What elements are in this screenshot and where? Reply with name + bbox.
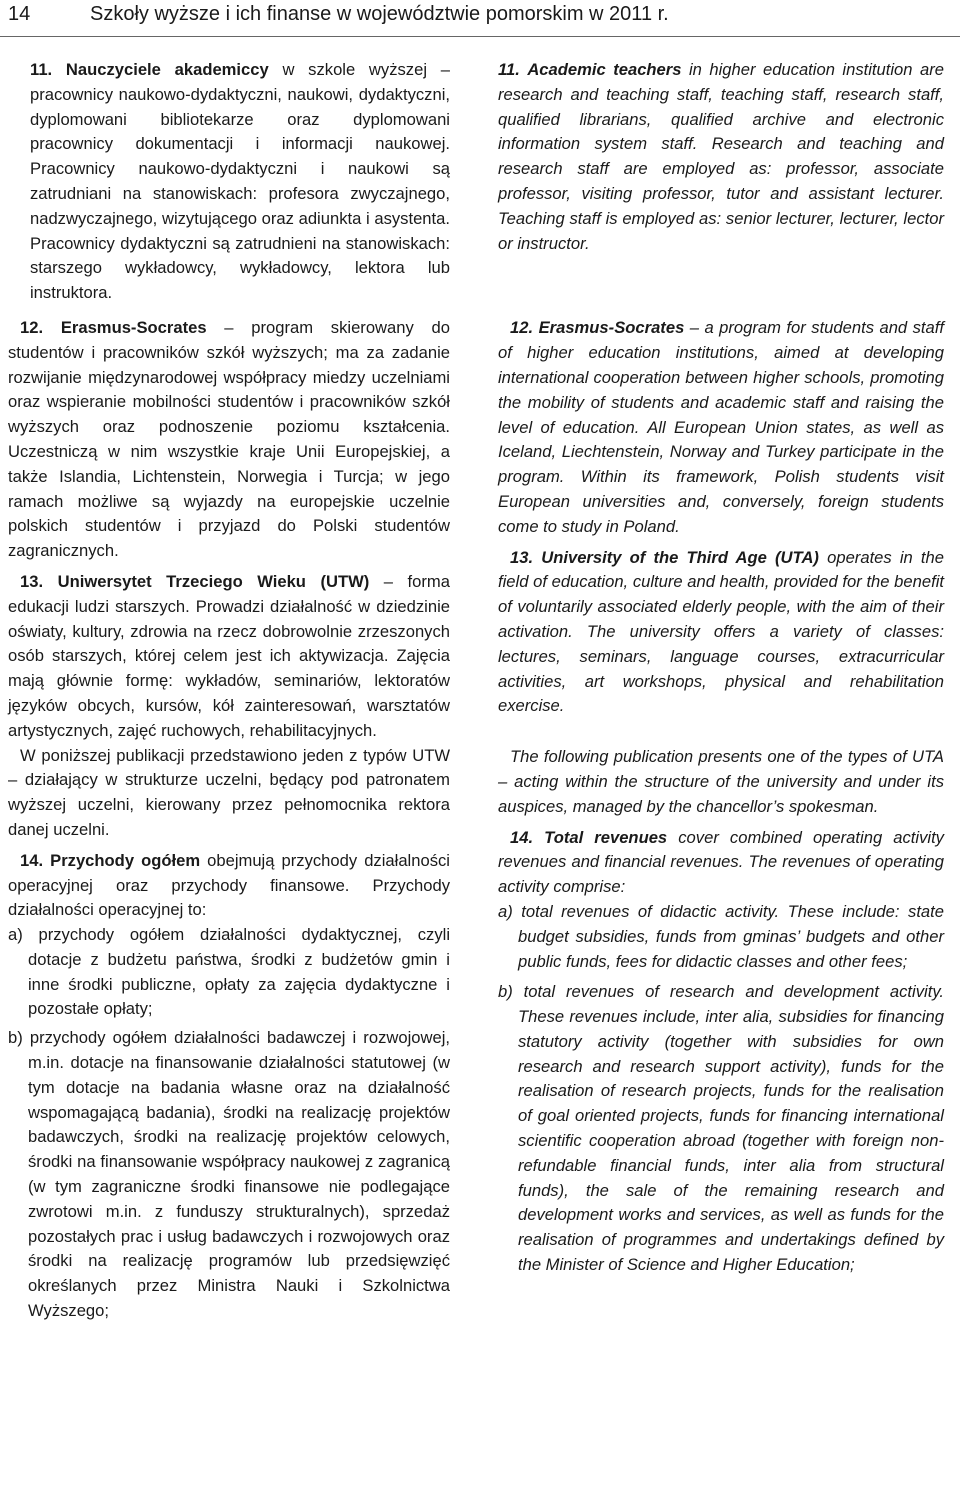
definition-12-en xyxy=(498,316,944,539)
header-rule xyxy=(0,36,960,37)
definition-text: in higher education institution are research and teaching staff, teaching staff, research staff, qualified librarians, qualified archive and electronic information system staff. Research and teaching and research staff are employed as: professor, associate professor, visiting professor, tutor and assistant lecturer. Teaching staff is employed as: senior lecturer, lecturer, lector or instructor. xyxy=(498,60,944,253)
definition-13-en xyxy=(498,546,944,720)
definition-14a-pl: a) przychody ogółem działalności dydaktycznej, czyli dotacje z budżetu państwa, środki z budżetów gmin i inne środki publiczne, opłaty za zajęcia dydaktyczne i pozostałe opłaty; xyxy=(8,925,450,1019)
item-number: 11. xyxy=(30,60,53,79)
defined-term: Erasmus-Socrates xyxy=(60,317,207,337)
item-number: 11. xyxy=(498,60,520,79)
english-column xyxy=(498,58,944,1278)
running-title: Szkoły wyższe i ich finanse w województwie pomorskim w 2011 r. xyxy=(90,3,669,25)
definition-text: – program skierowany do studentów i pracowników szkół wyższych; ma za zadanie rozwijanie międzynarodowej współpracy miedzy uczelniami oraz wspieranie mobilności studentów i pracowników szkół wyższych oraz podnoszenie poziomu kształcenia. Uczestniczą w nim wszystkie kraje Unii Europejskiej, a także Islandia, Lichtenstein, Norwegia i Turcja; w jego ramach możliwe są wyjazdy na europejskie uczelnie polskich studentów i przyjazd do Polski studentów zagranicznych. xyxy=(8,317,450,561)
definition-13-pl xyxy=(8,570,450,744)
definition-text: cover combined operating activity revenues and financial revenues. The revenues of operating activity comprise: xyxy=(498,827,944,897)
definition-13-note-pl: W poniższej publikacji przedstawiono jeden z typów UTW – działający w strukturze uczelni, będący pod patronatem wyższej uczelni, kierowany przez pełnomocnika rektora danej uczelni. xyxy=(8,745,450,839)
definition-14-pl xyxy=(8,849,450,923)
page-number: 14 xyxy=(8,3,31,25)
definition-12-pl xyxy=(8,316,450,564)
definition-14-en xyxy=(498,826,944,900)
item-number: 14. xyxy=(20,850,44,870)
defined-term: Uniwersytet Trzeciego Wieku (UTW) xyxy=(57,571,370,591)
defined-term: Erasmus-Socrates xyxy=(538,318,685,338)
page-header xyxy=(0,0,960,40)
definition-text: obejmują przychody działalności operacyjnej oraz przychody finansowe. Przychody działalności operacyjnej to: xyxy=(8,850,450,920)
definition-text: w szkole wyższej – pracownicy naukowo-dydaktyczni, naukowi, dydaktyczni, dyplomowani bibliotekarze oraz dyplomowani pracownicy dokumentacji i informacji naukowej. Pracownicy naukowo-dydaktyczni i naukowi są zatrudniani na stanowiskach: profesora zwyczajnego, nadzwyczajnego, wizytującego oraz adiunkta i asystenta. Pracownicy dydaktyczni są zatrudnieni na stanowiskach: starszego wykładowcy, wykładowcy, lektora lub instruktora. xyxy=(30,60,450,303)
definition-text: operates in the field of education, culture and health, provided for the benefit of voluntarily associated elderly people, with the aim of their activation. The university offers a variety of classes: lectures, seminars, language courses, extracurricular activities, art workshops, physical and rehabilitation exercise. xyxy=(498,547,944,716)
defined-term: Nauczyciele akademiccy xyxy=(65,60,269,79)
defined-term: University of the Third Age (UTA) xyxy=(541,547,819,567)
item-number: 13. xyxy=(510,547,534,567)
polish-column xyxy=(8,58,450,1324)
defined-term: Przychody ogółem xyxy=(50,850,201,870)
definition-13-note-en: The following publication presents one of the types of UTA – acting within the structure of the university and under its auspices, managed by the chancellor’s spokesman. xyxy=(498,747,944,816)
defined-term: Total revenues xyxy=(544,827,668,847)
definition-text: – a program for students and staff of higher education institutions, aimed at developing international cooperation between higher schools, promoting the mobility of students and academic staff and raising the level of education. All European Union states, as well as Iceland, Liechtenstein, Norway and Turkey participate in the program. Within its framework, Polish students visit European universities and, conversely, foreign students come to study in Poland. xyxy=(498,318,944,536)
definition-11-en xyxy=(498,58,944,256)
definition-11-pl xyxy=(8,58,450,306)
item-number: 13. xyxy=(20,571,44,591)
item-number: 12. xyxy=(510,318,534,338)
definition-text: – forma edukacji ludzi starszych. Prowadzi działalność w dziedzinie oświaty, kultury, zdrowia na rzecz dobrowolnie zrzeszonych osób starszych, której celem jest ich aktywizacja. Zajęcia mają głównie formę: wykładów, seminariów, lektoratów języków obcych, kursów, kół zainteresowań, warsztatów artystycznych, zajęć ruchowych, rehabilitacyjnych. xyxy=(8,571,450,740)
definition-14b-en: b) total revenues of research and development activity. These revenues include, inter alia, subsidies for financing statutory activity (together with subsidies for own research and research support activity), funds for the realisation of research projects, funds for the realisation of goal oriented projects, funds for financing international scientific cooperation abroad (together with foreign non-refundable financial funds, inter alia from structural funds), the sale of the remaining research and development works and services, as well as funds for the realisation of programmes and undertakings defined by the Minister of Science and Higher Education; xyxy=(498,982,944,1275)
item-number: 14. xyxy=(510,827,534,847)
defined-term: Academic teachers xyxy=(527,60,682,79)
definition-14b-pl: b) przychody ogółem działalności badawczej i rozwojowej, m.in. dotacje na finansowanie działalności statutowej (w tym dotacje na badania własne oraz na działalność wspomagającą badania), środki na realizację projektów badawczych, środki na realizację projektów celowych, środki na finansowanie współpracy naukowej z zagranicą (w tym zagraniczne środki finansowe nie podlegające zwrotowi m.in. z funduszy strukturalnych), sprzedaż pozostałych prac i usług badawczych i rozwojowych oraz środki na realizację programów lub przedsięwzięć określanych przez Ministra Nauki i Szkolnictwa Wyższego; xyxy=(8,1028,450,1321)
definition-14a-en: a) total revenues of didactic activity. These include: state budget subsidies, funds from gminas’ budgets and other public funds, fees for didactic classes and other fees; xyxy=(498,901,944,971)
item-number: 12. xyxy=(20,317,44,337)
